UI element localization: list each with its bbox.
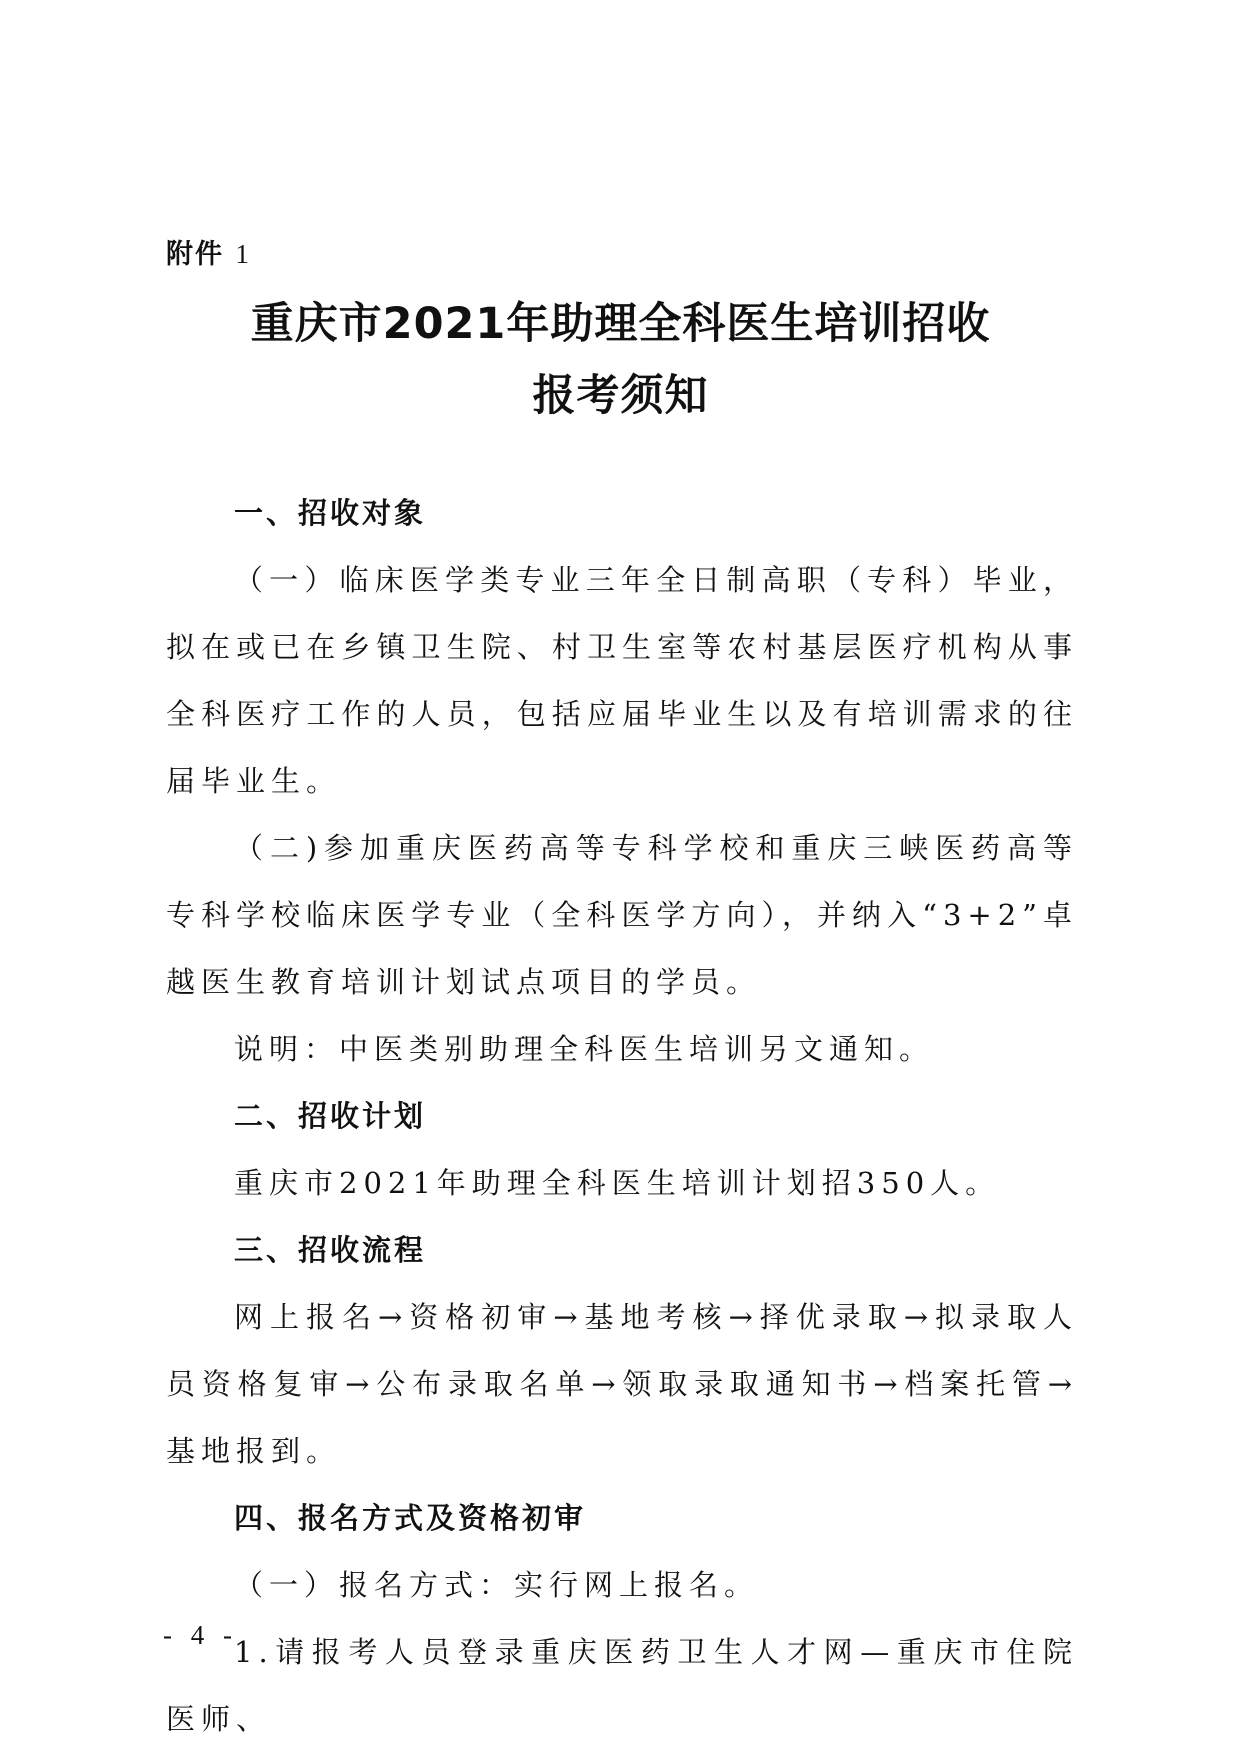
section-heading: 四、报名方式及资格初审 <box>234 1501 587 1535</box>
attachment-number: 1 <box>235 239 251 269</box>
paragraph: （一）临床医学类专业三年全日制高职（专科）毕业，拟在或已在乡镇卫生院、村卫生室等农村基层医疗机构从事全科医疗工作的人员，包括应届毕业生以及有培训需求的往届毕业生。 <box>166 563 1078 798</box>
attachment-label <box>166 232 251 271</box>
paragraph: 重庆市2021年助理全科医生培训计划招350人。 <box>234 1166 1001 1200</box>
paragraph: 1.请报考人员登录重庆医药卫生人才网—重庆市住院医师、 <box>166 1635 1078 1736</box>
document-title-line-2: 报考须知 <box>532 371 709 421</box>
document-title-line-1: 重庆市2021年助理全科医生培训招收 <box>250 299 991 349</box>
paragraph: 说明：中医类别助理全科医生培训另文通知。 <box>234 1032 935 1066</box>
section-heading: 一、招收对象 <box>234 496 427 530</box>
section-heading: 三、招收流程 <box>234 1233 427 1267</box>
document-body <box>166 480 1078 1753</box>
paragraph: （二)参加重庆医药高等专科学校和重庆三峡医药高等专科学校临床医学专业（全科医学方向），并纳入“3+2”卓越医生教育培训计划试点项目的学员。 <box>166 831 1078 999</box>
section-heading: 二、招收计划 <box>234 1099 427 1133</box>
attachment-text: 附件 <box>166 239 224 270</box>
paragraph: （一）报名方式：实行网上报名。 <box>234 1568 760 1602</box>
paragraph: 网上报名→资格初审→基地考核→择优录取→拟录取人员资格复审→公布录取名单→领取录取通知书→档案托管→基地报到。 <box>166 1300 1078 1468</box>
page-number: - 4 - <box>163 1620 238 1650</box>
